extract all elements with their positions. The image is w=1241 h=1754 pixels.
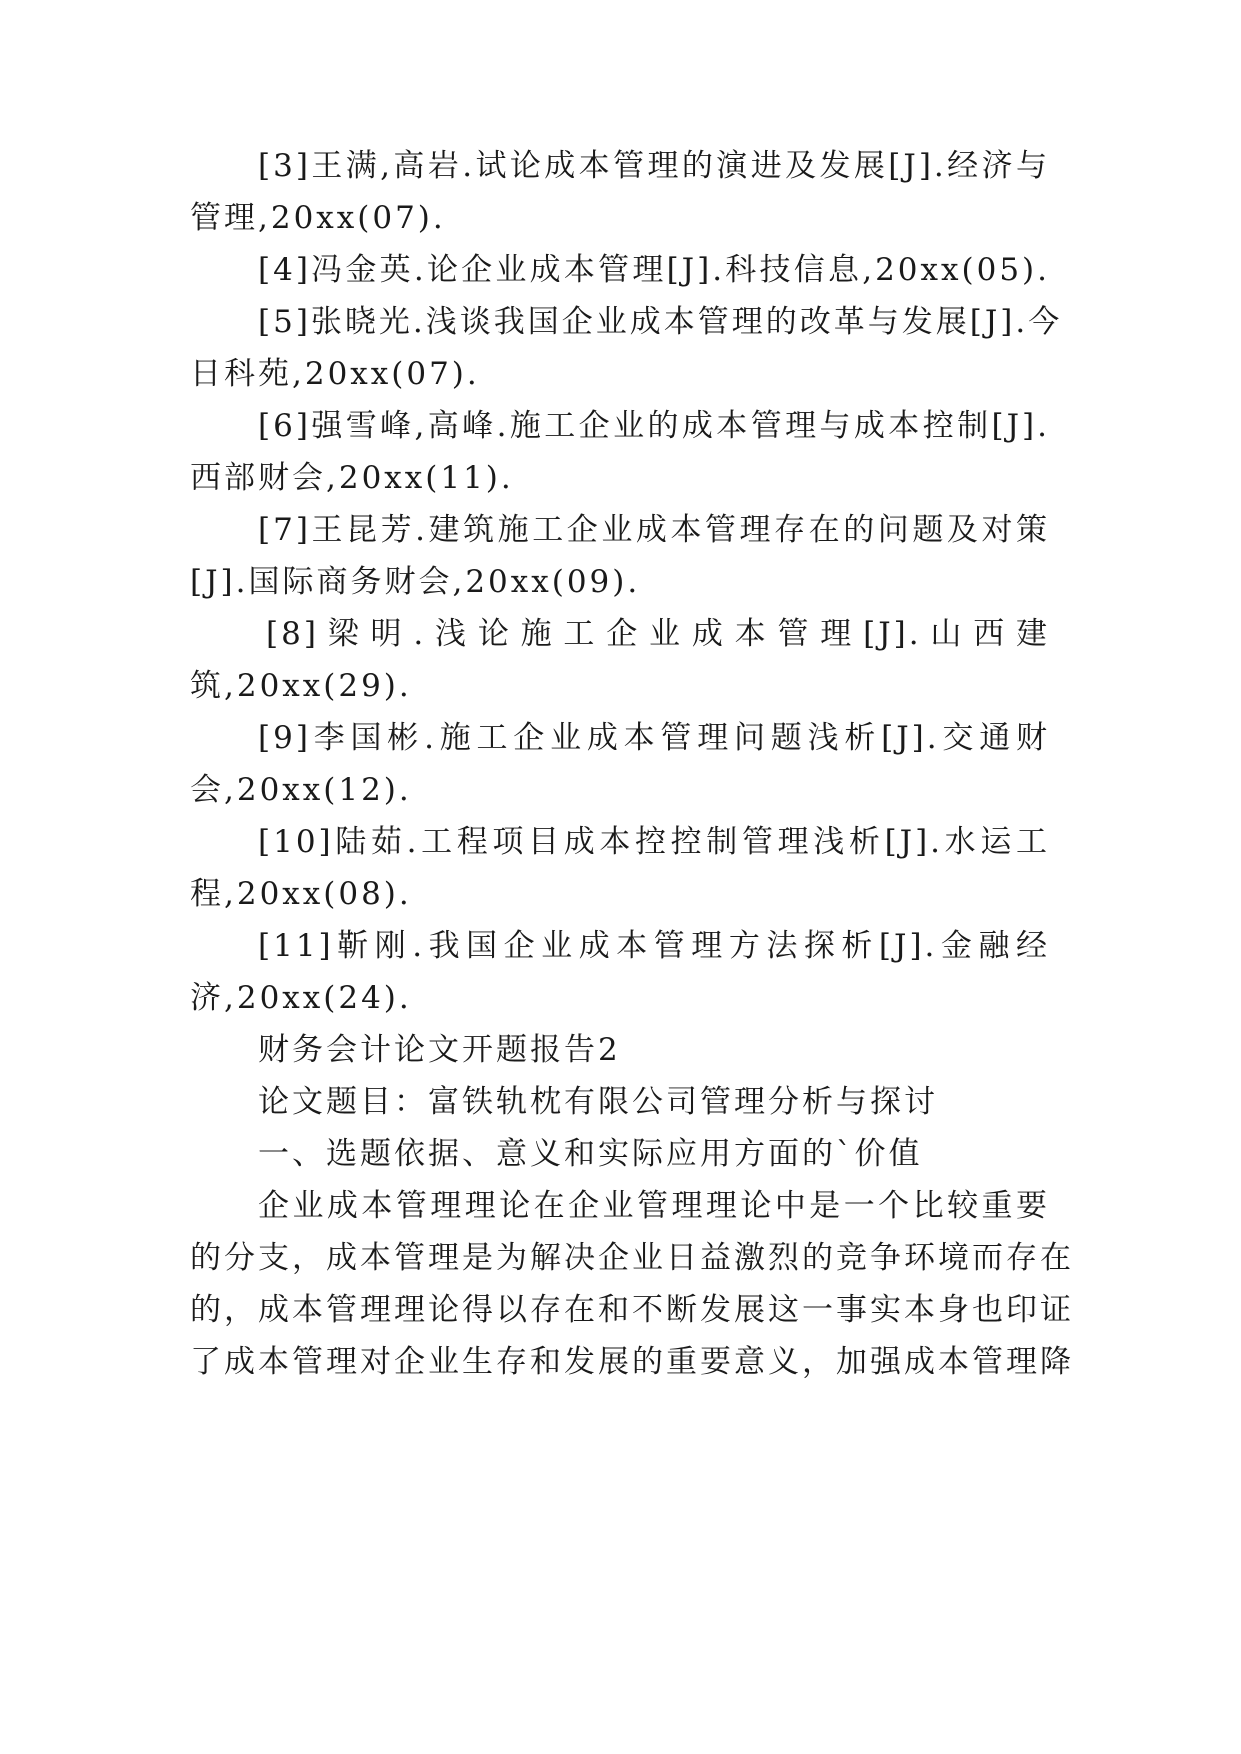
reference-7-line-1: [7]王昆芳.建筑施工企业成本管理存在的问题及对策 xyxy=(258,512,1050,548)
reference-5-line-1: [5]张晓光.浅谈我国企业成本管理的改革与发展[J].今 xyxy=(258,304,1063,340)
reference-6-line-1: [6]强雪峰,高峰.施工企业的成本管理与成本控制[J]. xyxy=(258,408,1050,444)
reference-11-line-2: 济,20xx(24). xyxy=(190,980,412,1016)
reference-6-line-2: 西部财会,20xx(11). xyxy=(190,460,514,496)
reference-9-line-2: 会,20xx(12). xyxy=(190,772,412,808)
reference-10-line-2: 程,20xx(08). xyxy=(190,876,412,912)
subheading-1: 一、选题依据、意义和实际应用方面的`价值 xyxy=(258,1136,923,1172)
reference-10-line-1: [10]陆茹.工程项目成本控控制管理浅析[J].水运工 xyxy=(258,824,1050,860)
reference-4-line-1: [4]冯金英.论企业成本管理[J].科技信息,20xx(05). xyxy=(258,252,1050,288)
paragraph-line-4: 了成本管理对企业生存和发展的重要意义，加强成本管理降 xyxy=(190,1344,1074,1380)
document-page xyxy=(190,0,1074,1754)
paragraph-line-3: 的，成本管理理论得以存在和不断发展这一事实本身也印证 xyxy=(190,1292,1074,1328)
paper-title: 论文题目：富铁轨枕有限公司管理分析与探讨 xyxy=(258,1084,938,1120)
reference-5-line-2: 日科苑,20xx(07). xyxy=(190,356,480,392)
paragraph-line-2: 的分支，成本管理是为解决企业日益激烈的竞争环境而存在 xyxy=(190,1240,1074,1276)
reference-3-line-1: [3]王满,高岩.试论成本管理的演进及发展[J].经济与 xyxy=(258,148,1050,184)
reference-8-line-2: 筑,20xx(29). xyxy=(190,668,412,704)
reference-8-line-1: [8]梁明.浅论施工企业成本管理[J].山西建 xyxy=(266,616,1050,652)
section-heading: 财务会计论文开题报告2 xyxy=(258,1032,621,1068)
reference-9-line-1: [9]李国彬.施工企业成本管理问题浅析[J].交通财 xyxy=(258,720,1050,756)
paragraph-line-1: 企业成本管理理论在企业管理理论中是一个比较重要 xyxy=(258,1188,1050,1224)
reference-3-line-2: 管理,20xx(07). xyxy=(190,200,446,236)
reference-7-line-2: [J].国际商务财会,20xx(09). xyxy=(190,564,641,600)
reference-11-line-1: [11]靳刚.我国企业成本管理方法探析[J].金融经 xyxy=(258,928,1050,964)
